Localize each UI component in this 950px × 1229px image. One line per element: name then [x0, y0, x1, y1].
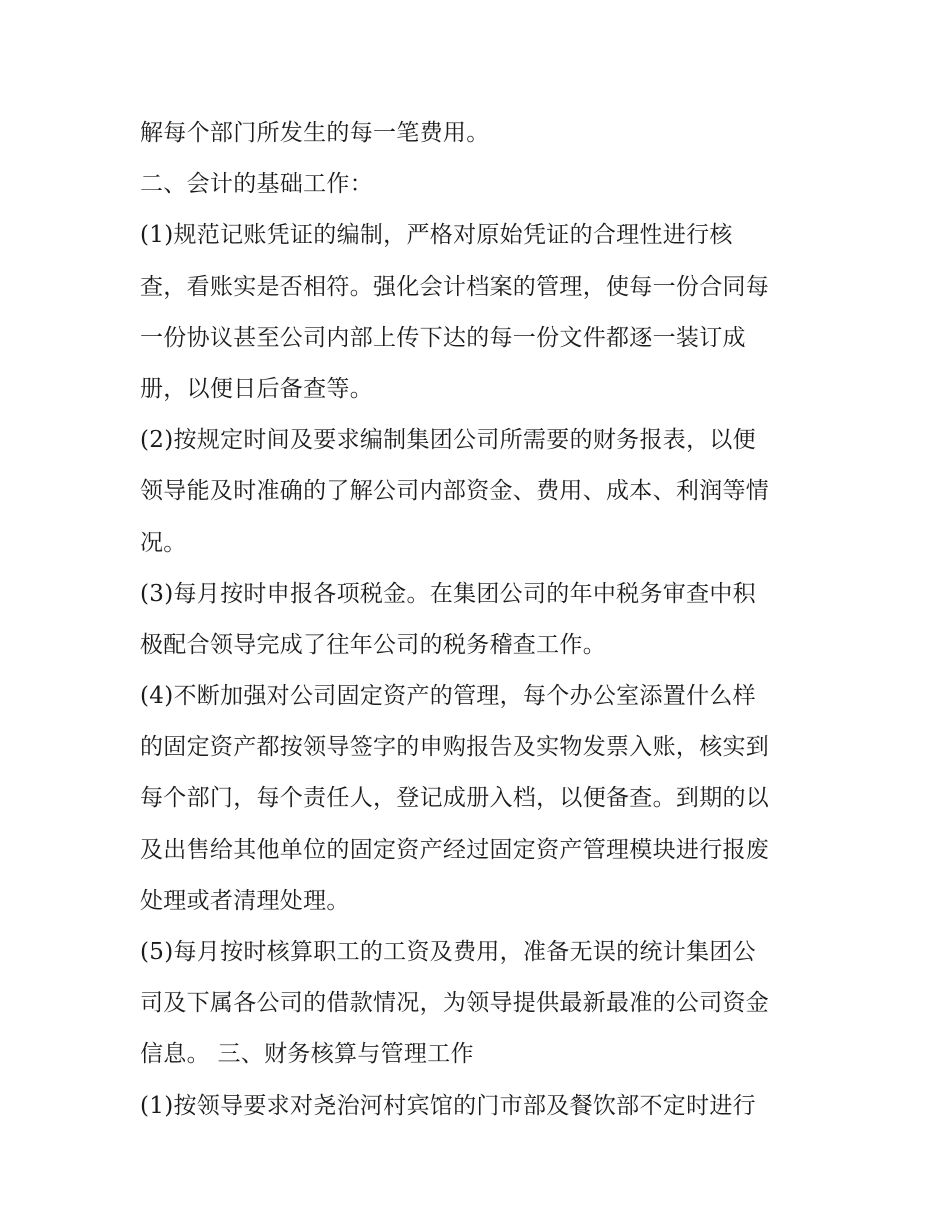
section-heading: 二、会计的基础工作： — [140, 171, 373, 198]
text-line: 况。 — [140, 529, 187, 556]
text-line: 及出售给其他单位的固定资产经过固定资产管理模块进行报废 — [140, 836, 770, 863]
text-line: 极配合领导完成了往年公司的税务稽查工作。 — [140, 631, 606, 658]
text-line: 处理或者清理处理。 — [140, 887, 350, 914]
text-line: 的固定资产都按领导签字的申购报告及实物发票入账，核实到 — [140, 734, 770, 761]
text-line: 查，看账实是否相符。强化会计档案的管理，使每一份合同每 — [140, 273, 770, 300]
text-line: 信息。 三、财务核算与管理工作 — [140, 1041, 474, 1068]
text-line: 册，以便日后备查等。 — [140, 375, 373, 402]
text-line: 一份协议甚至公司内部上传下达的每一份文件都逐一装订成 — [140, 324, 746, 351]
text-line: (3)每月按时申报各项税金。在集团公司的年中税务审查中积 — [140, 580, 756, 607]
text-line: 解每个部门所发生的每一笔费用。 — [140, 120, 490, 146]
text-line: 每个部门，每个责任人，登记成册入档，以便备查。到期的以 — [140, 785, 770, 812]
text-line: 司及下属各公司的借款情况，为领导提供最新最准的公司资金 — [140, 990, 770, 1017]
text-line: 领导能及时准确的了解公司内部资金、费用、成本、利润等情 — [140, 478, 770, 505]
text-line: (2)按规定时间及要求编制集团公司所需要的财务报表，以便 — [140, 427, 756, 454]
text-line: (1)规范记账凭证的编制，严格对原始凭证的合理性进行核 — [140, 222, 733, 249]
text-line: (4)不断加强对公司固定资产的管理，每个办公室添置什么样 — [140, 683, 756, 710]
text-line: (5)每月按时核算职工的工资及费用，准备无误的统计集团公 — [140, 939, 756, 965]
document-body — [140, 108, 820, 1132]
text-line: (1)按领导要求对尧治河村宾馆的门市部及餐饮部不定时进行 — [140, 1092, 756, 1119]
